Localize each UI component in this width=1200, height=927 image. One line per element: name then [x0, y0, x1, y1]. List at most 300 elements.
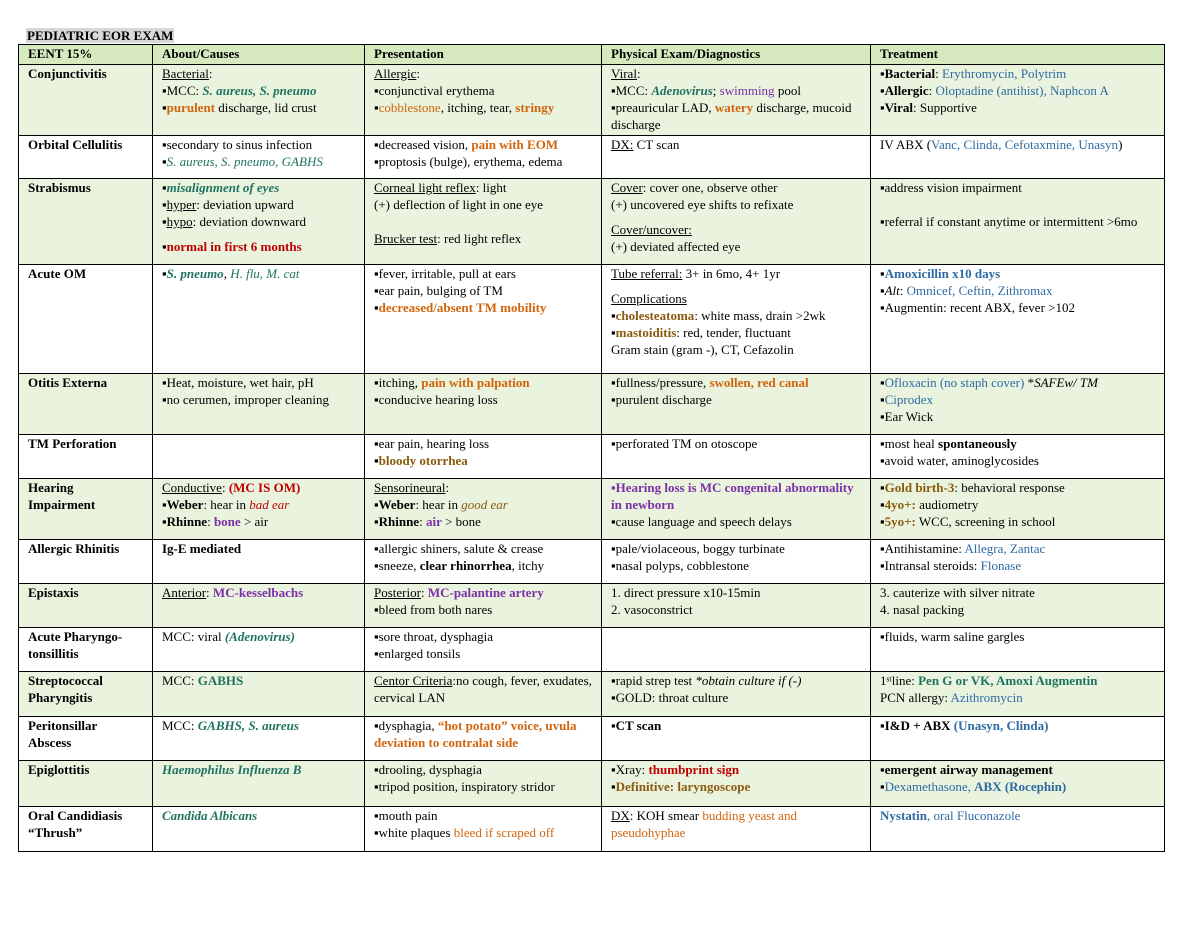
treatment-cell: [871, 435, 1165, 479]
row-label-line: Hearing: [28, 480, 74, 495]
presentation-cell: [365, 65, 602, 136]
cell-line: [611, 807, 862, 841]
text-segment: ▪most heal: [880, 436, 939, 451]
text-segment: GABHS: [197, 673, 244, 688]
text-segment: (Unasyn, Clinda): [953, 718, 1049, 733]
text-segment: ▪: [880, 83, 885, 98]
text-segment: ▪no cerumen, improper cleaning: [162, 392, 330, 407]
cell-line: [880, 452, 1156, 469]
cell-line: [880, 807, 1156, 824]
row-label-line: Epistaxis: [28, 585, 79, 600]
text-segment: Rhinne: [166, 514, 208, 529]
cell-line: [611, 374, 862, 391]
text-segment: ▪decreased vision,: [374, 137, 472, 152]
row-label: [19, 479, 153, 540]
text-segment: Gold birth-3: [884, 480, 955, 495]
text-segment: *obtain culture if (-): [695, 673, 802, 688]
text-segment: IV ABX (: [880, 137, 932, 152]
text-segment: Complications: [611, 291, 687, 306]
text-segment: Cover/uncover:: [611, 222, 692, 237]
treatment-cell: [871, 717, 1165, 761]
text-segment: Adenovirus: [651, 83, 713, 98]
text-segment: Nystatin: [880, 808, 927, 823]
text-segment: > air: [240, 514, 269, 529]
cell-line: [880, 513, 1156, 530]
text-segment: ▪: [880, 718, 885, 733]
text-segment: ▪drooling, dysphagia: [374, 762, 482, 777]
cell-line: [880, 136, 1156, 153]
cell-line: [880, 778, 1156, 795]
text-segment: ▪nasal polyps, cobblestone: [611, 558, 749, 573]
cell-line: [611, 584, 862, 601]
text-segment: ▪pale/violaceous, boggy turbinate: [611, 541, 785, 556]
text-segment: clear rhinorrhea: [419, 558, 512, 573]
row-label: [19, 540, 153, 584]
text-segment: MCC:: [162, 673, 198, 688]
text-segment: pool: [774, 83, 801, 98]
text-segment: Erythromycin, Polytrim: [942, 66, 1067, 81]
row-label-line: Oral Candidiasis: [28, 808, 123, 823]
cell-line: [374, 761, 593, 778]
row-label: [19, 628, 153, 672]
cell-line: [374, 230, 593, 247]
text-segment: ▪white plaques: [374, 825, 454, 840]
table-row: [19, 136, 1165, 179]
text-segment: 2. vasoconstrict: [611, 602, 693, 617]
text-segment: Allegra, Zantac: [964, 541, 1046, 556]
text-segment: ▪conjunctival erythema: [374, 83, 495, 98]
cell-line: [374, 452, 593, 469]
text-segment: swimming: [719, 83, 775, 98]
text-segment: : Supportive: [913, 100, 977, 115]
cell-line: [880, 282, 1156, 299]
row-label-line: Acute Pharyngo-: [28, 629, 123, 644]
treatment-cell: [871, 265, 1165, 374]
cell-line: [162, 761, 356, 778]
row-label: [19, 65, 153, 136]
text-segment: ▪: [880, 480, 885, 495]
treatment-cell: [871, 179, 1165, 265]
text-segment: audiometry: [915, 497, 979, 512]
text-segment: : red, tender, fluctuant: [676, 325, 791, 340]
cell-line: [880, 99, 1156, 116]
text-segment: Definitive: laryngoscope: [615, 779, 751, 794]
text-segment: misalignment of eyes: [166, 180, 280, 195]
cell-line: [880, 435, 1156, 452]
text-segment: (+) uncovered eye shifts to refixate: [611, 197, 794, 212]
text-segment: ▪itching,: [374, 375, 422, 390]
cell-line: [374, 778, 593, 795]
presentation-cell: [365, 807, 602, 852]
row-label: [19, 265, 153, 374]
text-segment: ▪: [162, 197, 167, 212]
cell-line: [162, 230, 356, 238]
row-label: [19, 136, 153, 179]
text-segment: : behavioral response: [954, 480, 1065, 495]
text-segment: Corneal light reflex: [374, 180, 476, 195]
text-segment: ▪: [611, 718, 616, 733]
text-segment: ▪Xray:: [611, 762, 649, 777]
text-segment: : light: [475, 180, 507, 195]
cell-line: [162, 99, 356, 116]
text-segment: , oral Fluconazole: [926, 808, 1021, 823]
text-segment: Ciprodex: [884, 392, 933, 407]
cell-line: [611, 179, 862, 196]
diagnostics-cell: [602, 65, 871, 136]
cell-line: [611, 761, 862, 778]
header-about: About/Causes: [153, 45, 365, 65]
text-segment: CT scan: [633, 137, 680, 152]
cell-line: [162, 391, 356, 408]
presentation-cell: [365, 136, 602, 179]
diagnostics-cell: [602, 540, 871, 584]
text-segment: ▪fullness/pressure,: [611, 375, 710, 390]
text-segment: 1. direct pressure x10-15min: [611, 585, 761, 600]
row-label-line: Peritonsillar: [28, 718, 98, 733]
text-segment: Vanc, Clinda, Cefotaxmine, Unasyn: [931, 137, 1119, 152]
cell-line: [374, 717, 593, 751]
text-segment: (MC IS OM): [228, 480, 301, 495]
cell-line: [162, 238, 356, 255]
text-segment: Azithromycin: [950, 690, 1023, 705]
text-segment: ▪: [374, 300, 379, 315]
cell-line: [162, 717, 356, 734]
eent-table: [18, 44, 1165, 852]
cell-line: [374, 435, 593, 452]
cell-line: [611, 778, 862, 795]
text-segment: Allergic: [374, 66, 417, 81]
text-segment: watery: [714, 100, 754, 115]
cell-line: [374, 496, 593, 513]
about-cell: [153, 136, 365, 179]
cell-line: [611, 540, 862, 557]
diagnostics-cell: [602, 265, 871, 374]
row-label-line: “Thrush”: [28, 825, 83, 840]
row-label-line: Impairment: [28, 497, 96, 512]
cell-line: [880, 374, 1156, 391]
text-segment: ;: [712, 83, 720, 98]
text-segment: Allergic: [884, 83, 929, 98]
cell-line: [880, 408, 1156, 425]
row-label-line: Otitis Externa: [28, 375, 108, 390]
cell-line: [880, 196, 1156, 213]
text-segment: S. aureus, S. pneumo: [202, 83, 317, 98]
text-segment: ▪Intransal steroids:: [880, 558, 981, 573]
text-segment: ▪GOLD: throat culture: [611, 690, 729, 705]
text-segment: ▪fluids, warm saline gargles: [880, 629, 1025, 644]
text-segment: WCC, screening in school: [915, 514, 1056, 529]
text-segment: ▪fever, irritable, pull at ears: [374, 266, 516, 281]
text-segment: swollen, red canal: [709, 375, 809, 390]
row-label-line: tonsillitis: [28, 646, 79, 661]
row-label-line: Abscess: [28, 735, 72, 750]
text-segment: emergent airway management: [884, 762, 1053, 777]
text-segment: ▪avoid water, aminoglycosides: [880, 453, 1039, 468]
text-segment: : white mass, drain >2wk: [694, 308, 826, 323]
row-label: [19, 717, 153, 761]
text-segment: discharge, mucoid discharge: [611, 100, 852, 132]
cell-line: [880, 717, 1156, 734]
text-segment: ▪Hearing loss is MC congenital abnormality in newborn: [611, 480, 854, 512]
diagnostics-cell: [602, 136, 871, 179]
text-segment: GABHS, S. aureus: [197, 718, 299, 733]
text-segment: “hot potato” voice, uvula deviation to contralat side: [374, 718, 577, 750]
text-segment: bloody otorrhea: [378, 453, 468, 468]
text-segment: Bacterial: [884, 66, 936, 81]
text-segment: cobblestone: [378, 100, 441, 115]
cell-line: [374, 282, 593, 299]
presentation-cell: [365, 179, 602, 265]
text-segment: hypo: [166, 214, 193, 229]
text-segment: ▪: [162, 239, 167, 254]
text-segment: : hear in: [203, 497, 250, 512]
cell-line: [611, 136, 862, 153]
cell-line: [611, 82, 862, 99]
text-segment: ▪: [880, 497, 885, 512]
text-segment: Rhinne: [378, 514, 420, 529]
treatment-cell: [871, 374, 1165, 435]
cell-line: [611, 290, 862, 307]
cell-line: [611, 341, 862, 358]
text-segment: ▪: [162, 154, 167, 169]
table-row: [19, 584, 1165, 628]
text-segment: ▪enlarged tonsils: [374, 646, 461, 661]
table-row: [19, 628, 1165, 672]
cell-line: [374, 65, 593, 82]
cell-line: [880, 689, 1156, 706]
cell-line: [611, 265, 862, 282]
cell-line: [611, 689, 862, 706]
cell-line: [611, 391, 862, 408]
table-row: [19, 540, 1165, 584]
text-segment: bad ear: [249, 497, 290, 512]
cell-line: [162, 136, 356, 153]
text-segment: ▪Antihistamine:: [880, 541, 965, 556]
cell-line: [880, 557, 1156, 574]
cell-line: [374, 82, 593, 99]
cell-line: [611, 307, 862, 324]
text-segment: ▪: [880, 100, 885, 115]
text-segment: ▪: [880, 266, 885, 281]
presentation-cell: [365, 479, 602, 540]
cell-line: [611, 65, 862, 82]
cell-line: [611, 196, 862, 213]
cell-line: [374, 391, 593, 408]
text-segment: ▪: [162, 100, 167, 115]
diagnostics-cell: [602, 435, 871, 479]
text-segment: ▪: [162, 180, 167, 195]
about-cell: [153, 179, 365, 265]
presentation-cell: [365, 717, 602, 761]
cell-line: [880, 761, 1156, 778]
text-segment: thumbprint sign: [648, 762, 740, 777]
text-segment: (+) deviated affected eye: [611, 239, 741, 254]
text-segment: DX:: [611, 137, 634, 152]
text-segment: ▪: [611, 779, 616, 794]
text-segment: ▪proptosis (bulge), erythema, edema: [374, 154, 563, 169]
row-label-line: Allergic Rhinitis: [28, 541, 120, 556]
treatment-cell: [871, 807, 1165, 852]
text-segment: 4yo+:: [884, 497, 916, 512]
text-segment: Centor Criteria: [374, 673, 453, 688]
text-segment: ▪: [374, 514, 379, 529]
cell-line: [611, 513, 862, 530]
cell-line: [880, 479, 1156, 496]
cell-line: [162, 672, 356, 689]
cell-line: [162, 513, 356, 530]
text-segment: :: [899, 283, 907, 298]
text-segment: ▪secondary to sinus infection: [162, 137, 313, 152]
text-segment: ▪: [880, 283, 885, 298]
diagnostics-cell: [602, 179, 871, 265]
about-cell: [153, 435, 365, 479]
header-treatment: Treatment: [871, 45, 1165, 65]
text-segment: ▪Ear Wick: [880, 409, 934, 424]
about-cell: [153, 717, 365, 761]
diagnostics-cell: [602, 628, 871, 672]
text-segment: Ig-E mediated: [162, 541, 242, 556]
text-segment: (Adenovirus): [224, 629, 295, 644]
treatment-cell: [871, 479, 1165, 540]
text-segment: MCC:: [162, 718, 198, 733]
text-segment: ): [1118, 137, 1123, 152]
text-segment: Gram stain (gram -), CT, Cefazolin: [611, 342, 794, 357]
text-segment: budding yeast and pseudohyphae: [611, 808, 797, 840]
cell-line: [374, 153, 593, 170]
table-row: [19, 672, 1165, 717]
cell-line: [611, 672, 862, 689]
text-segment: :: [208, 66, 213, 81]
row-label: [19, 435, 153, 479]
presentation-cell: [365, 374, 602, 435]
text-segment: ▪cause language and speech delays: [611, 514, 792, 529]
cell-line: [374, 672, 593, 706]
text-segment: S. pneumo: [166, 266, 224, 281]
text-segment: :: [206, 585, 213, 600]
table-row: [19, 179, 1165, 265]
cell-line: [611, 221, 862, 238]
cell-line: [374, 99, 593, 116]
cell-line: [880, 213, 1156, 230]
about-cell: [153, 807, 365, 852]
cell-line: [374, 136, 593, 153]
text-segment: discharge, lid crust: [215, 100, 317, 115]
cell-line: [162, 807, 356, 824]
text-segment: ▪: [374, 453, 379, 468]
diagnostics-cell: [602, 479, 871, 540]
cell-line: [880, 584, 1156, 601]
text-segment: :: [207, 514, 214, 529]
row-label-line: Conjunctivitis: [28, 66, 107, 81]
treatment-cell: [871, 65, 1165, 136]
text-segment: > bone: [441, 514, 481, 529]
text-segment: normal in first 6 months: [166, 239, 302, 254]
cell-line: [162, 540, 356, 557]
row-label-line: Orbital Cellulitis: [28, 137, 123, 152]
text-segment: S. aureus, S. pneumo, GABHS: [166, 154, 323, 169]
cell-line: [880, 82, 1156, 99]
header-presentation: Presentation: [365, 45, 602, 65]
cell-line: [162, 584, 356, 601]
cell-line: [880, 179, 1156, 196]
text-segment: ▪: [162, 497, 167, 512]
presentation-cell: [365, 628, 602, 672]
text-segment: Anterior: [162, 585, 207, 600]
table-row: [19, 761, 1165, 807]
row-label-line: Acute OM: [28, 266, 87, 281]
text-segment: ▪: [880, 762, 885, 777]
text-segment: ▪preauricular LAD,: [611, 100, 715, 115]
text-segment: ▪referral if constant anytime or intermittent >6mo: [880, 214, 1138, 229]
row-label-line: TM Perforation: [28, 436, 117, 451]
text-segment: hyper: [166, 197, 197, 212]
text-segment: ▪: [880, 375, 885, 390]
text-segment: ▪Augmentin: recent ABX, fever >102: [880, 300, 1075, 315]
cell-line: [162, 479, 356, 496]
text-segment: bone: [213, 514, 241, 529]
text-segment: : red light reflex: [437, 231, 522, 246]
text-segment: ▪: [374, 497, 379, 512]
about-cell: [153, 761, 365, 807]
text-segment: :: [935, 66, 943, 81]
cell-line: [162, 179, 356, 196]
cell-line: [374, 628, 593, 645]
cell-line: [880, 601, 1156, 618]
about-cell: [153, 540, 365, 584]
text-segment: 3. cauterize with silver nitrate: [880, 585, 1035, 600]
text-segment: Ofloxacin (no staph cover): [884, 375, 1025, 390]
text-segment: purulent: [166, 100, 216, 115]
cell-line: [880, 540, 1156, 557]
row-label: [19, 761, 153, 807]
row-label: [19, 672, 153, 717]
cell-line: [611, 479, 862, 513]
text-segment: ▪rapid strep test: [611, 673, 696, 688]
text-segment: ▪: [880, 779, 885, 794]
cell-line: [374, 213, 593, 230]
table-row: [19, 479, 1165, 540]
diagnostics-cell: [602, 761, 871, 807]
cell-line: [374, 299, 593, 316]
text-segment: ▪: [880, 514, 885, 529]
text-segment: : cover one, observe other: [642, 180, 778, 195]
text-segment: Alt: [884, 283, 900, 298]
text-segment: 4. nasal packing: [880, 602, 965, 617]
text-segment: Sensorineural: [374, 480, 446, 495]
cell-line: [880, 496, 1156, 513]
text-segment: Viral: [611, 66, 637, 81]
text-segment: ▪Heat, moisture, wet hair, pH: [162, 375, 314, 390]
text-segment: SAFEw/ TM: [1034, 375, 1098, 390]
treatment-cell: [871, 672, 1165, 717]
text-segment: ▪: [162, 214, 167, 229]
text-segment: ABX (Rocephin): [974, 779, 1067, 794]
text-segment: : KOH smear: [629, 808, 703, 823]
text-segment: DX: [611, 808, 630, 823]
text-segment: ▪conducive hearing loss: [374, 392, 498, 407]
text-segment: 3+ in 6mo, 4+ 1yr: [682, 266, 781, 281]
text-segment: :: [221, 480, 229, 495]
cell-line: [162, 153, 356, 170]
text-segment: MC-kesselbachs: [212, 585, 304, 600]
text-segment: Candida Albicans: [162, 808, 258, 823]
text-segment: ▪tripod position, inspiratory stridor: [374, 779, 555, 794]
cell-line: [611, 601, 862, 618]
text-segment: :: [928, 83, 936, 98]
cell-line: [880, 672, 1156, 689]
text-segment: 5yo+:: [884, 514, 916, 529]
diagnostics-cell: [602, 374, 871, 435]
